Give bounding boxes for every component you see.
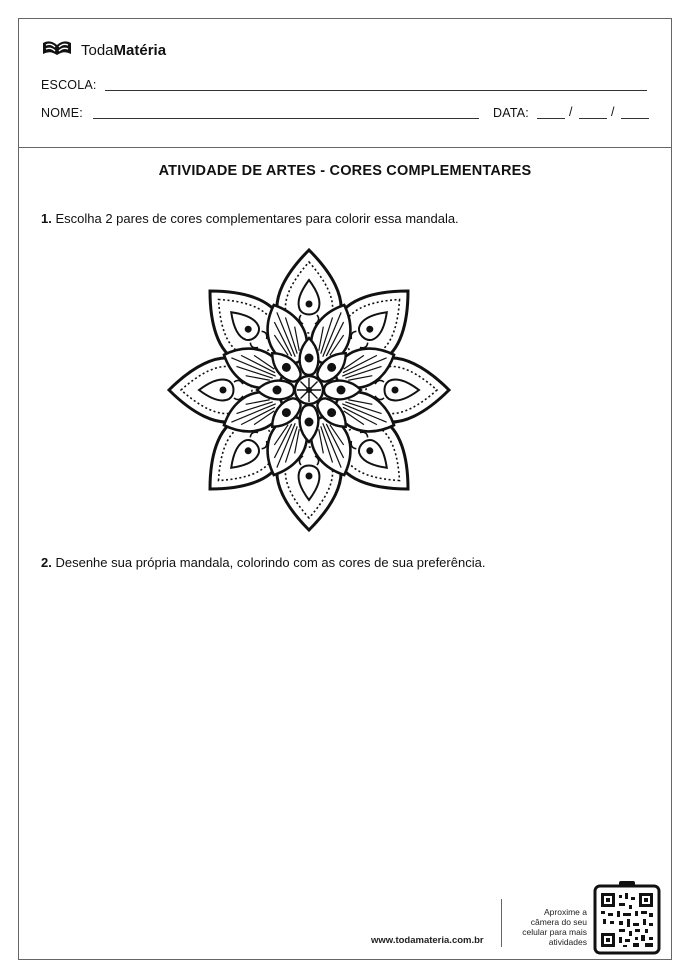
book-logo-icon	[41, 39, 73, 62]
footer-url[interactable]: www.todamateria.com.br	[371, 935, 484, 946]
name-line[interactable]	[93, 118, 479, 119]
question-1: 1. Escolha 2 pares de cores complementares para colorir essa mandala.	[41, 211, 459, 226]
date-separator-1: /	[569, 105, 573, 119]
school-line[interactable]	[105, 90, 647, 91]
qr-code-icon[interactable]	[593, 881, 661, 960]
date-separator-2: /	[611, 105, 615, 119]
question-2: 2. Desenhe sua própria mandala, colorindo com as cores de sua preferência.	[41, 555, 486, 570]
date-day-line[interactable]	[537, 118, 565, 119]
date-label: DATA:	[493, 106, 529, 120]
qr-caption: Aproxime a câmera do seu celular para mais atividades	[522, 907, 587, 947]
brand-logo	[41, 39, 166, 62]
worksheet-frame	[18, 18, 672, 960]
school-label: ESCOLA:	[41, 78, 97, 92]
date-month-line[interactable]	[579, 118, 607, 119]
date-year-line[interactable]	[621, 118, 649, 119]
page-title: ATIVIDADE DE ARTES - CORES COMPLEMENTARES	[158, 163, 532, 179]
name-label: NOME:	[41, 106, 83, 120]
mandala-illustration	[166, 247, 452, 538]
footer-separator	[501, 899, 502, 947]
header-divider	[19, 147, 671, 148]
brand-name: TodaMatéria	[81, 42, 167, 59]
